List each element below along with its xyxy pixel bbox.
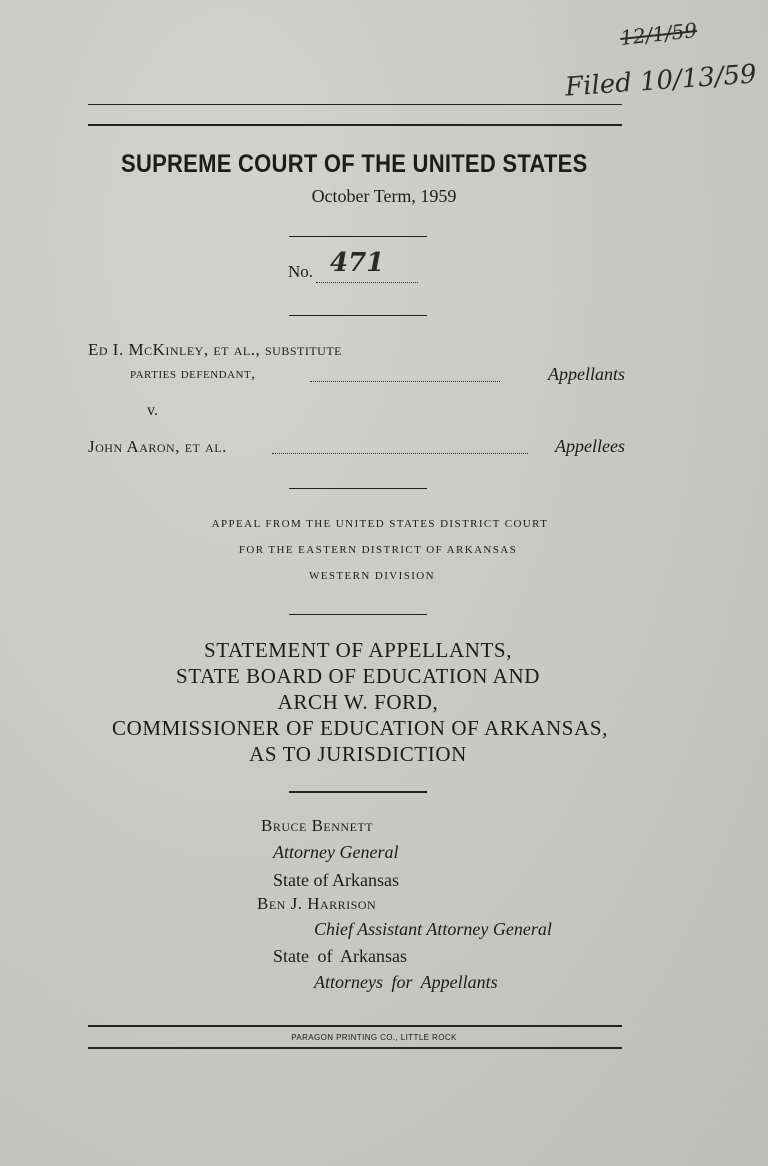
case-number-label: No. bbox=[288, 262, 314, 281]
bottom-rule-2 bbox=[88, 1047, 622, 1049]
filed-handwritten-note: Filed 10/13/59 bbox=[564, 59, 758, 103]
top-rule-2 bbox=[88, 124, 622, 126]
crossed-handwritten-mark: 12/1/59 bbox=[618, 18, 699, 50]
bottom-rule-1 bbox=[88, 1025, 622, 1027]
rule-after-term bbox=[289, 236, 427, 237]
rule-after-appeal bbox=[289, 614, 427, 615]
printer-credit: PARAGON PRINTING CO., LITTLE ROCK bbox=[291, 1033, 457, 1042]
statement-line-2: STATE BOARD OF EDUCATION AND bbox=[176, 664, 540, 688]
top-rule-1 bbox=[88, 104, 622, 105]
rule-after-parties bbox=[289, 488, 427, 489]
appellant-line-2: parties defendant, bbox=[130, 366, 256, 382]
appellee-role: Appellees bbox=[555, 436, 625, 456]
appeal-line-2: FOR THE EASTERN DISTRICT OF ARKANSAS bbox=[238, 544, 518, 556]
appellant-line-1: Ed I. McKinley, et al., substitute bbox=[88, 340, 343, 359]
statement-line-1: STATEMENT OF APPELLANTS, bbox=[203, 638, 513, 662]
term-text: October Term, 1959 bbox=[311, 186, 457, 206]
counsel-name-1: Bruce Bennett bbox=[261, 816, 374, 835]
statement-line-5: AS TO JURISDICTION bbox=[249, 742, 467, 766]
appellee-leaders bbox=[272, 453, 528, 454]
counsel-name-2: Ben J. Harrison bbox=[257, 894, 377, 913]
statement-line-3: ARCH W. FORD, bbox=[277, 690, 439, 714]
counsel-role: Attorneys for Appellants bbox=[314, 972, 498, 992]
appellant-leaders bbox=[310, 381, 500, 382]
rule-after-number bbox=[289, 315, 427, 316]
appeal-line-3: WESTERN DIVISION bbox=[309, 570, 435, 582]
court-title: SUPREME COURT OF THE UNITED STATES bbox=[121, 150, 588, 178]
counsel-state-1: State of Arkansas bbox=[273, 870, 399, 890]
statement-line-4: COMMISSIONER OF EDUCATION OF ARKANSAS, bbox=[112, 716, 608, 740]
counsel-state-2: State of Arkansas bbox=[273, 946, 407, 966]
case-number-value: 471 bbox=[330, 248, 385, 278]
counsel-title-2: Chief Assistant Attorney General bbox=[314, 919, 552, 939]
appellant-role: Appellants bbox=[548, 364, 625, 384]
case-number bbox=[288, 248, 458, 282]
rule-after-statement bbox=[289, 791, 427, 793]
versus: v. bbox=[147, 402, 158, 419]
counsel-title-1: Attorney General bbox=[273, 842, 399, 862]
appeal-line-1: APPEAL FROM THE UNITED STATES DISTRICT COURT bbox=[211, 518, 549, 530]
appellee-name: John Aaron, et al. bbox=[88, 437, 227, 456]
